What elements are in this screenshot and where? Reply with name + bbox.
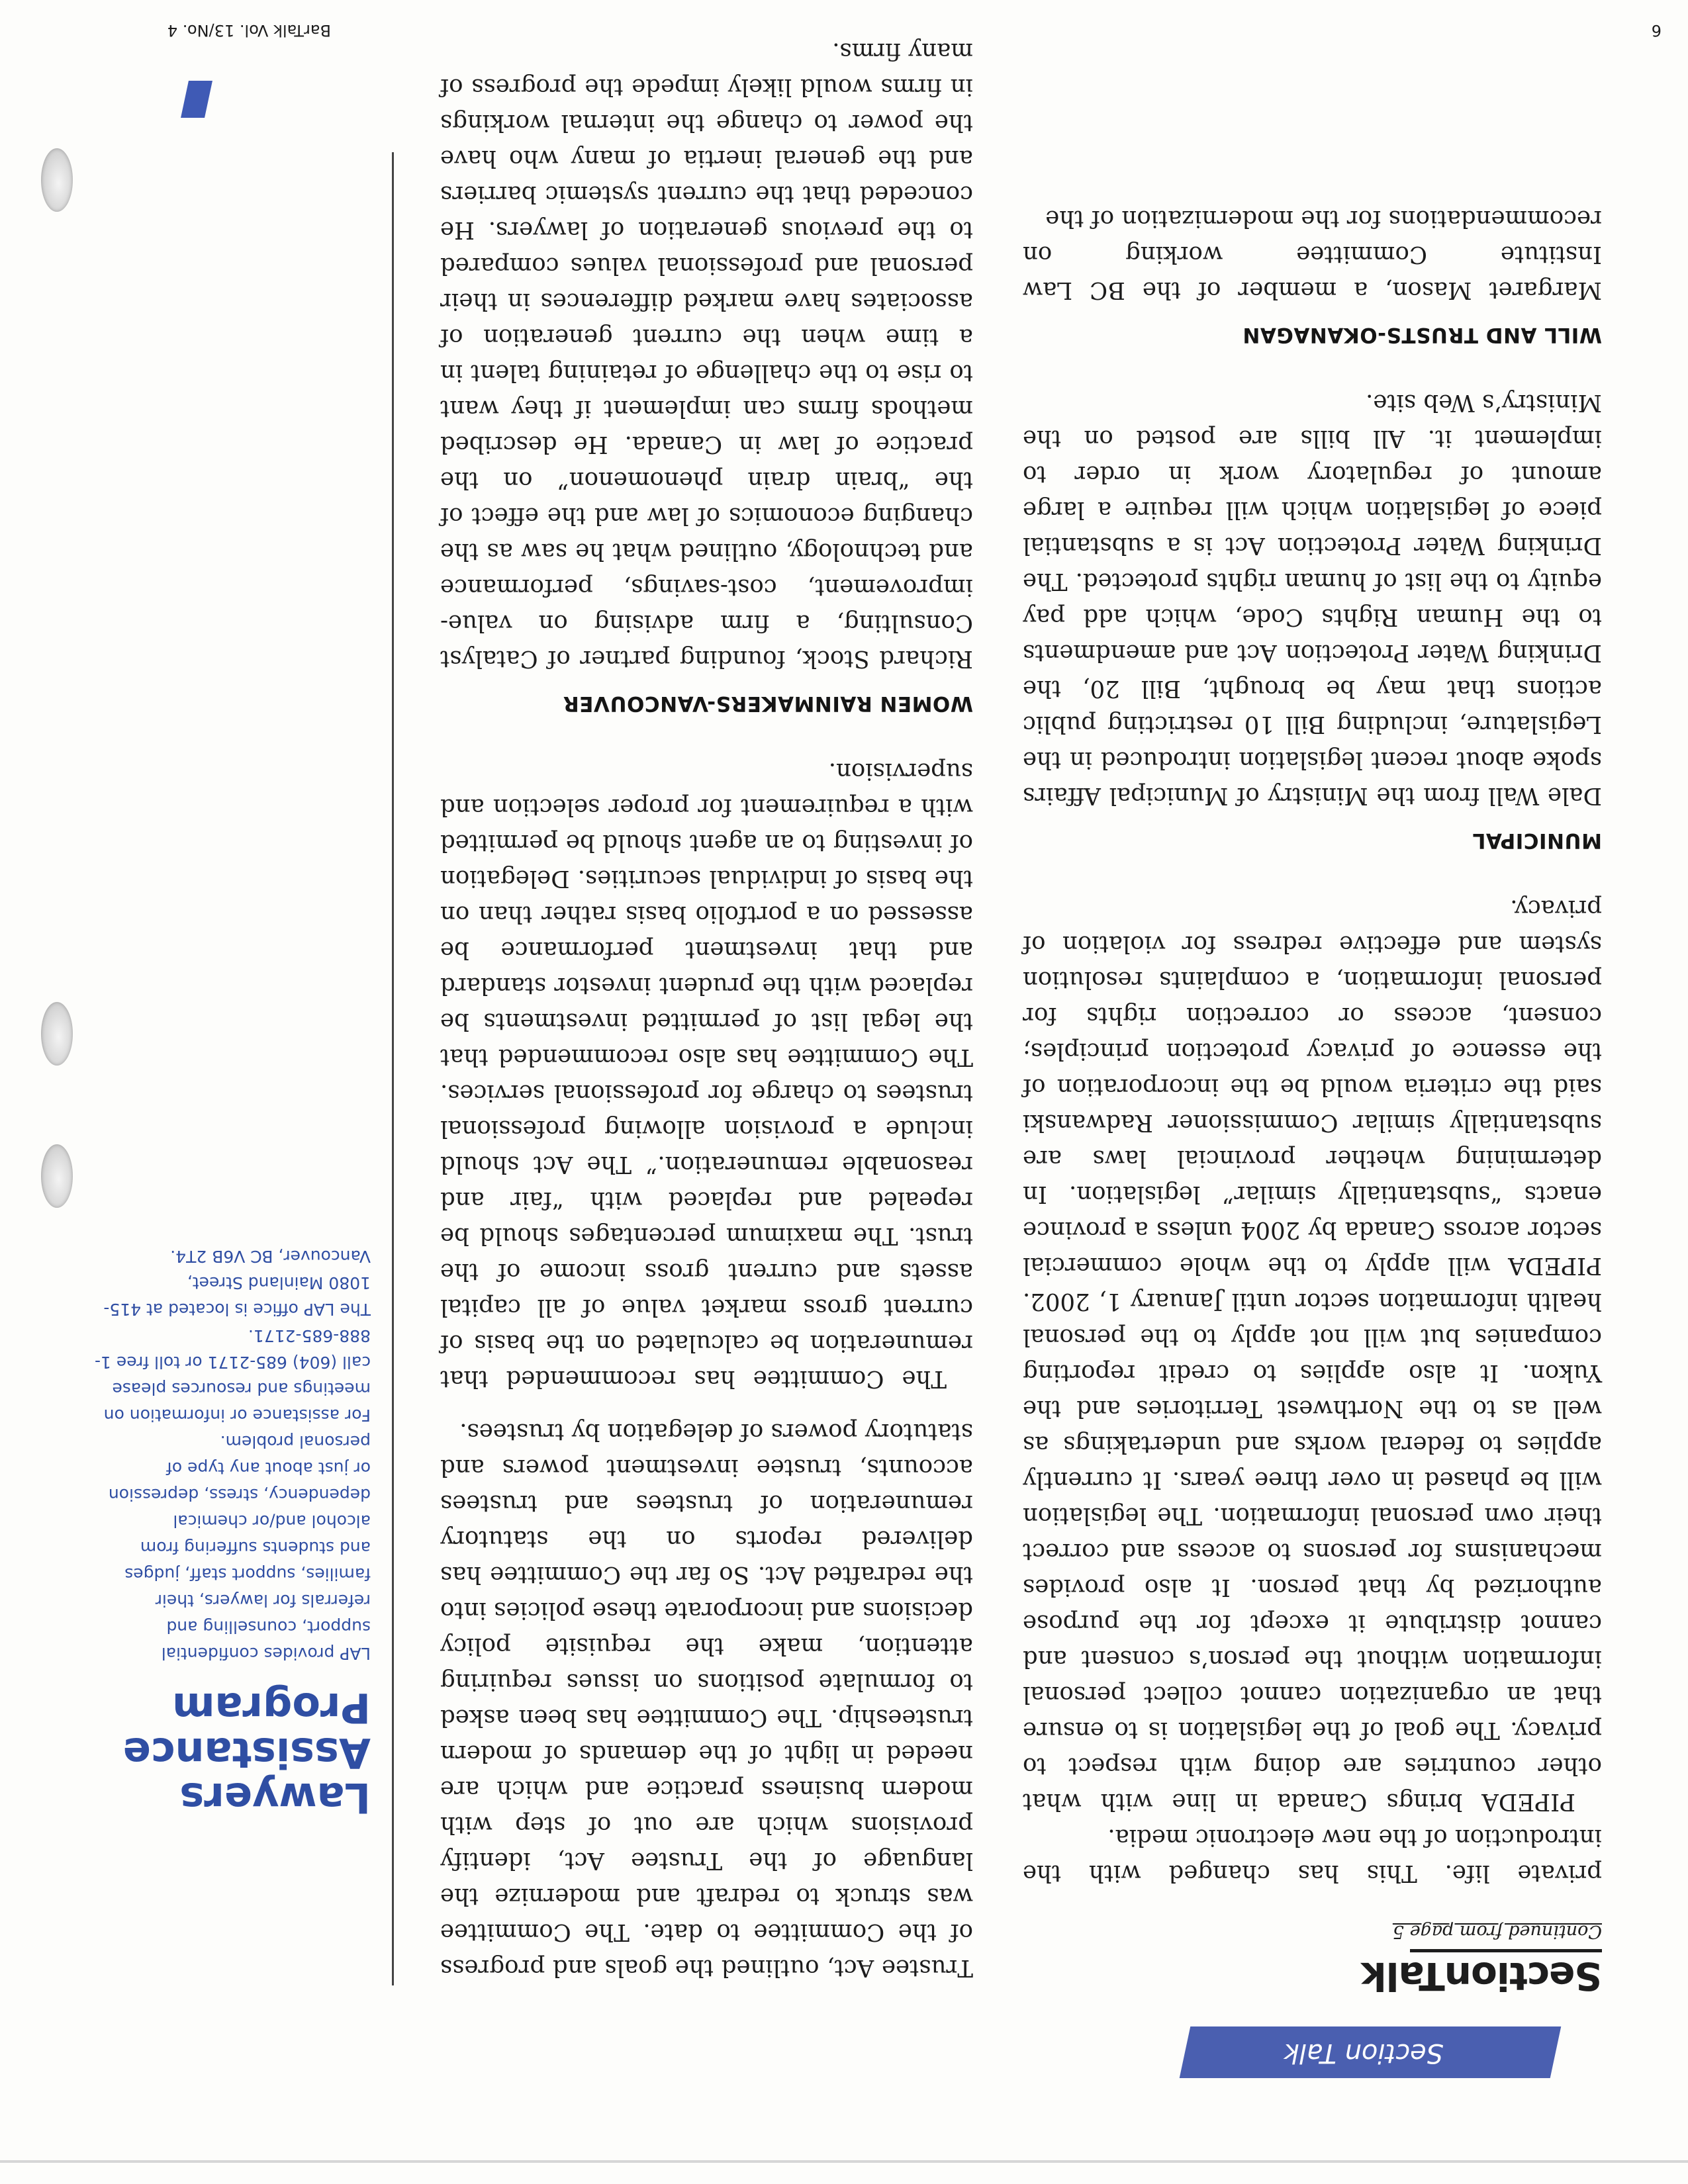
left-column xyxy=(1023,201,1602,2004)
middle-column xyxy=(440,33,973,1985)
column-divider xyxy=(392,152,394,1985)
paragraph: The Committee has recommended that remuneration be calculated on the basis of current gross market value of all capital assets and current gross income of the trust. The maximum percentages should be repealed and replaced with “fair and reasonable remuneration.” The Act should include a provision allowing professional trustees to charge for professional services. The Committee has also recommended that the legal list of permitted investments be replaced with the prudent investor standard and that investment performance be assessed on a portfolio basis rather than on the basis of individual securities. Delegation of investing to an agent should be permitted with a requirement for proper selection and supervision. xyxy=(440,758,973,1392)
paragraph: Trustee Act, outlined the goals and progress of the Committee to date. The Committee was struck to redraft and modernize the language of the Trustee Act, identify provisions which are out of step with modern business practice and which are needed in light of the demands of modern trusteeship. The Committee has been asked to formulate positions on issues requiring attention, make the requisite policy decisions and incorporate these policies into the redrafted Act. So far the Committee has delivered reports on the statutory remuneration of trustees and trustees accounts, trustee investment powers and statutory powers of delegation by trustees. xyxy=(440,1418,973,1981)
punch-hole xyxy=(41,148,73,212)
paragraph: Dale Wall from the Ministry of Municipal Affairs spoke about recent legislation introduced in the Legislature, including Bill 10 restricting public actions that may be brought, Bill 20, the Drinking Water Protection Act and amendments to the Human Rights Code, which add pay equity to the list of human rights protected. The Drinking Water Protection Act is a substantial piece of legislation which will require a large amount of regulatory work in order to implement it. All bills are posted on the Ministry’s Web site. xyxy=(1023,389,1602,809)
end-mark xyxy=(181,81,212,118)
sidebar-description: LAP provides confidential support, counselling and referrals for lawyers, their families, support staff, judges and students suffering from alcohol and/or chemical dependency, stress, depression or just about any type of personal problem. xyxy=(108,1432,371,1663)
scan-edge xyxy=(0,2160,1688,2163)
section-heading-municipal: MUNICIPAL xyxy=(1472,829,1602,852)
continued-note: Continued from page 5 xyxy=(1392,1921,1602,1942)
paragraph: PIPEDA brings Canada in line with what other countries are doing with respect to privacy. The goal of the legislation is to ensure that an organization cannot collect personal information without the person’s consent and cannot distribute it except for the purpose authorized by that person. It also provides mechanisms for persons to access and correct their own personal information. The legislation will be phased in over three years. It currently applies to federal works and undertakings as well as to the Northwest Territories and the Yukon. It also applies to credit reporting companies but will not apply to the personal health information sector until January 1, 2002. PIPEDA will apply to the whole commercial sector across Canada by 2004 unless a province enacts “substantially similar” legislation. In determining whether provincial laws are substantially similar Commissioner Radwanski said the criteria would be the incorporation of the essence of privacy protection principles; consent, access or correction rights for personal information, a complaints resolution system and effective redress for violation of privacy. xyxy=(1023,895,1602,1815)
section-heading-wills: WILL AND TRUSTS-OKANAGAN xyxy=(1242,323,1602,347)
sidebar-contact: For assistance or information on meetings and resources please call (604) 685-2171 or toll free 1-888-685-2171. xyxy=(94,1326,371,1425)
paragraph: Margaret Mason, a member of the BC Law Institute Committee working on recommendations for the modernization of the xyxy=(1023,205,1602,304)
page-title: SectionTalk xyxy=(1362,1954,1602,1999)
paragraph: private life. This has changed with the introduction of the new electronic media. xyxy=(1023,1824,1602,1887)
punch-hole xyxy=(41,1002,73,1066)
punch-hole xyxy=(41,1144,73,1208)
sidebar-address: The LAP office is located at 415-1080 Mainland Street, Vancouver, BC V6B 2T4. xyxy=(103,1247,371,1319)
title-rule xyxy=(1410,1949,1602,1952)
sidebar xyxy=(93,1243,371,1985)
paragraph: Richard Stock, founding partner of Catalyst Consulting, a firm advising on value-improvement, cost-savings, performance and technology, outlined what he saw as the changing economics of law and the effect of the “brain drain phenomenon” on the practice of law in Canada. He described methods firms can implement if they want to rise to the challenge of retaining talent in a time when the current generation of associates have marked differences in their personal and professional values compared to the previous generation of lawyers. He conceded that the current systemic barriers and the general inertia of many who have the power to change the internal workings in firms would likely impede the progress of many firms. xyxy=(440,38,973,672)
publication-info: BarTalk Vol. 13/No. 4 xyxy=(167,21,331,40)
sidebar-title: Lawyers Assistance Program xyxy=(122,1684,371,1822)
section-banner-label: Section Talk xyxy=(1284,2038,1444,2068)
section-heading-women: WOMEN RAINMAKERS-VANCOUVER xyxy=(563,692,973,715)
page-number: 6 xyxy=(1651,21,1662,40)
